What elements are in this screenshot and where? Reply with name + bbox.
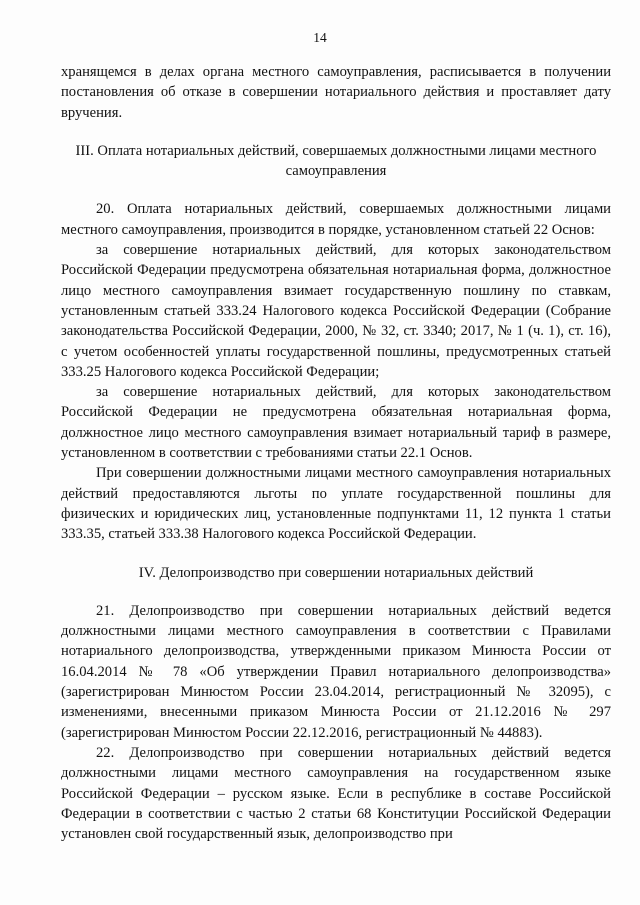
section-heading: IV. Делопроизводство при совершении нотариальных действий [138,564,534,581]
paragraph: 21. Делопроизводство при совершении нотариальных действий ведется должностными лицами местного самоуправления в соответствии с Правилами нотариального делопроизводства, утвержденными приказом Минюста России от 16.04.2014 № 78 «Об утверждении Правил нотариального делопроизводства» (зарегистрирован Минюстом России 23.04.2014, регистрационный № 32095), с изменениями, внесенными приказом Минюста России от 21.12.2016 № 297 (зарегистрирован Минюстом России 22.12.2016, регистрационный № 44883). [61,602,611,741]
spacer [61,545,611,563]
page-number: 14 [313,30,327,45]
document-body [61,62,611,844]
section-heading: III. Оплата нотариальных действий, совершаемых должностными лицами местного самоуправления [75,142,597,180]
paragraph: 20. Оплата нотариальных действий, совершаемых должностными лицами местного самоуправления, производится в порядке, установленном статьей 22 Основ: [61,201,611,238]
paragraph: хранящемся в делах органа местного самоуправления, расписывается в получении постановления об отказе в совершении нотариального действия и проставляет дату вручения. [61,64,611,121]
paragraph: за совершение нотариальных действий, для которых законодательством Российской Федерации не предусмотрена обязательная нотариальная форма, должностное лицо местного самоуправления взимает нотариальный тариф в размере, установленном в соответствии с требованиями статьи 22.1 Основ. [61,384,611,462]
spacer [61,181,611,199]
paragraph: 22. Делопроизводство при совершении нотариальных действий ведется должностными лицами местного самоуправления на государственном языке Российской Федерации – русском языке. Если в республике в составе Российской Федерации в соответствии с частью 2 статьи 68 Конституции Российской Федерации установлен свой государственный язык, делопроизводство при [61,744,611,843]
paragraph: При совершении должностными лицами местного самоуправления нотариальных действий предоставляются льготы по уплате государственной пошлины для физических и юридических лиц, установленные подпунктами 11, 12 пункта 1 статьи 333.35, статьей 333.38 Налогового кодекса Российской Федерации. [61,465,611,543]
spacer [61,583,611,601]
spacer [61,123,611,141]
paragraph: за совершение нотариальных действий, для которых законодательством Российской Федерации предусмотрена обязательная нотариальная форма, должностное лицо местного самоуправления взимает государственную пошлину по ставкам, установленным статьей 333.24 Налогового кодекса Российской Федерации (Собрание законодательства Российской Федерации, 2000, № 32, ст. 3340; 2017, № 1 (ч. 1), ст. 16), с учетом особенностей уплаты государственной пошлины, предусмотренных статьей 333.25 Налогового кодекса Российской Федерации; [61,242,611,380]
